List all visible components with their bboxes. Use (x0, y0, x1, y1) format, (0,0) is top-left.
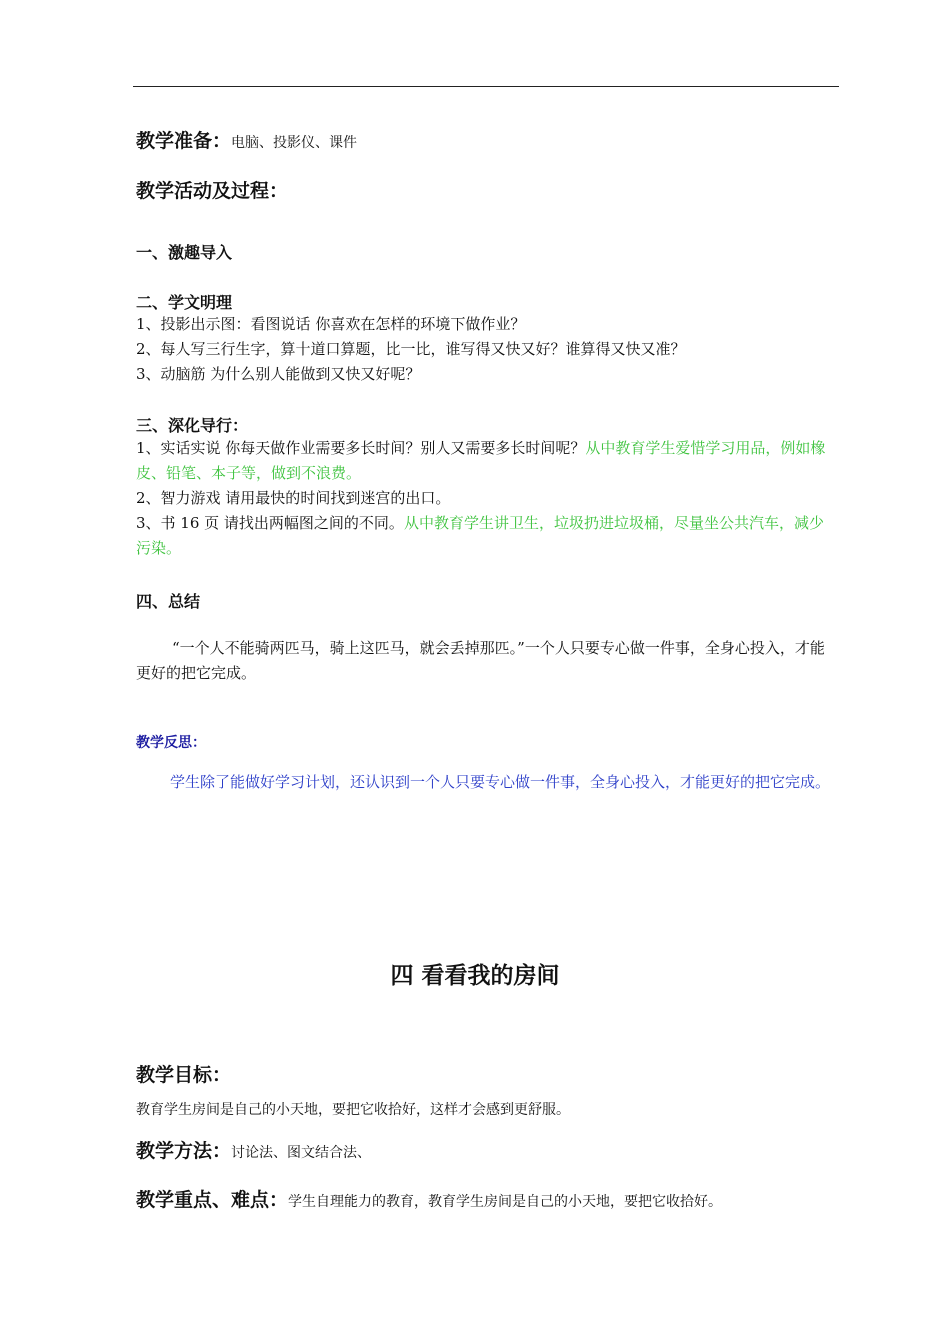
section-2-body (136, 312, 838, 387)
section-2-line: 2、每人写三行生字，算十道口算题，比一比，谁写得又快又好？谁算得又快又准？ (136, 340, 686, 358)
reflection-paragraph: 学生除了能做好学习计划，还认识到一个人只要专心做一件事，全身心投入，才能更好的把它完成。 (170, 773, 831, 791)
goal-value: 教育学生房间是自己的小天地，要把它收拾好，这样才会感到更舒服。 (136, 1102, 570, 1118)
activity-title: 教学活动及过程： (136, 180, 289, 202)
section-3-title: 三、深化导行： (136, 416, 249, 435)
prep-label: 教学准备： (136, 130, 232, 152)
section-3-item-3 (136, 511, 838, 561)
key-value: 学生自理能力的教育，教育学生房间是自己的小天地，要把它收拾好。 (288, 1194, 723, 1210)
section-3-item-3-note: 从中教育学生讲卫生，垃圾扔进垃圾桶，尽量坐公共汽车，减少污染。 (136, 514, 824, 557)
reflection-title: 教学反思： (136, 735, 206, 751)
section-3-item-1-text: 1、实话实说 你每天做作业需要多长时间？别人又需要多长时间呢？ (136, 439, 586, 457)
section-3-item-1-note: 从中教育学生爱惜学习用品，例如橡皮、铅笔、本子等，做到不浪费。 (136, 439, 826, 482)
section-2-line: 1、投影出示图：看图说话 你喜欢在怎样的环境下做作业？ (136, 315, 526, 333)
section-3-item-1 (136, 436, 838, 486)
summary-paragraph: “一个人不能骑两匹马，骑上这匹马，就会丢掉那匹。”一个人只要专心做一件事，全身心投入，才能更好的把它完成。 (136, 639, 825, 682)
lesson-title: 四 看看我的房间 (390, 962, 560, 989)
prep-line (136, 126, 838, 153)
section-1-title: 一、激趣导入 (136, 243, 233, 262)
section-3-item-2: 2、智力游戏 请用最快的时间找到迷宫的出口。 (136, 489, 451, 507)
prep-value: 电脑、投影仪、课件 (231, 135, 358, 151)
method-value: 讨论法、图文结合法、 (231, 1145, 372, 1161)
method-label: 教学方法： (136, 1140, 232, 1162)
section-2-title: 二、学文明理 (136, 293, 233, 312)
section-3-item-3-text: 3、书 16 页 请找出两幅图之间的不同。 (136, 514, 404, 532)
key-line (136, 1185, 838, 1212)
section-2-line: 3、动脑筋 为什么别人能做到又快又好呢？ (136, 365, 421, 383)
goal-label: 教学目标： (136, 1064, 232, 1086)
section-4-title: 四、总结 (136, 592, 201, 611)
header-rule (133, 86, 839, 87)
method-line (136, 1136, 838, 1163)
key-label: 教学重点、难点： (136, 1189, 289, 1211)
